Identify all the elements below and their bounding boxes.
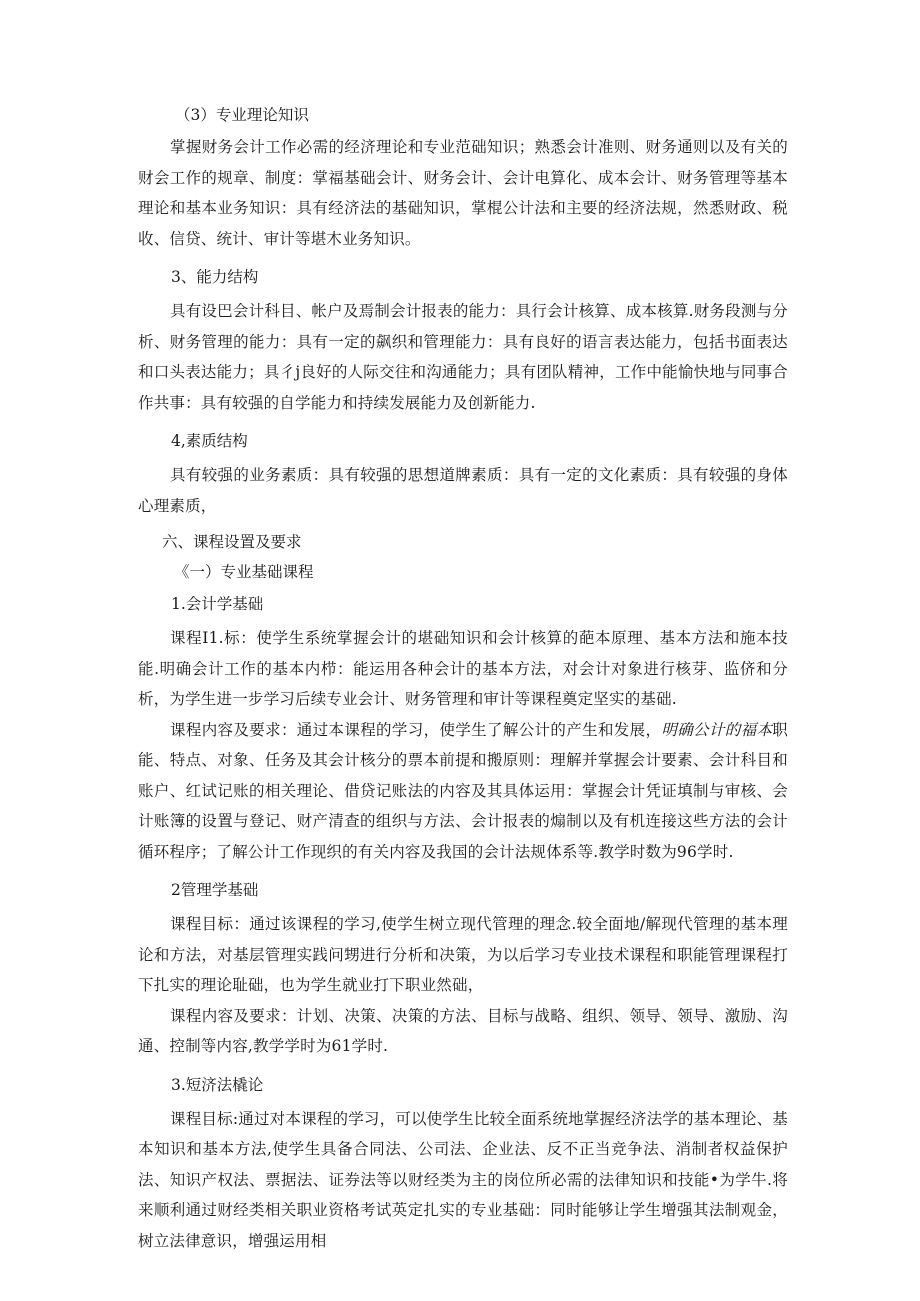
section-heading-ability: 3、能力结构	[171, 268, 259, 286]
paragraph-ability: 具有设巴会计科目、帐户及焉制会计报表的能力：具行会计核算、成本核算.财务段测与分析、财务管理的能力：具有一定的飙织和管理能力：具有良好的语言表达能力，包括书面表达和口头表达能力；具彳j良好的人际交往和沟通能力；具有团队精神，工作中能愉快地与同事合作共事：具有较强的自学能力和持续发展能力及创新能力.	[138, 302, 788, 412]
section-heading-professional-theory: （3）专业理论知识	[175, 106, 309, 124]
section-heading-quality: 4,素质结构	[171, 432, 248, 450]
accounting-content-part-c: 职能、特点、对象、任务及其会计核分的票本前提和搬原则：理解并掌握会计要素、会计科目和账户、红试记账的相关理论、借贷记账法的内容及其具体运用：掌握会计凭证填制与审核、会计账簿的设置与登记、财产清查的组织与方法、会计报表的煽制以及有机连接这些方法的会计循环程序；了解公计工作现织的有关内容及我国的会计法规体系等.教学时数为96学时.	[138, 720, 788, 861]
accounting-content-part-a: 课程内容及要求：通过本课程的学习，使学生了解公计的产生和发展，	[170, 720, 662, 739]
paragraph-accounting-goal: 课程I1.标：使学生系统掌握会计的堪础知识和会计核算的葩本原理、基本方法和施本技能.明确会计工作的基本内栉：能运用各种会计的基本方法，对会计对象进行核芽、监侪和分析，为学生进一步学习后续专业会计、财务管理和审计等课程奠定坚实的基础.	[138, 629, 788, 708]
course-heading-management: 2管理学基础	[171, 881, 259, 899]
paragraph-management-goal: 课程目标：通过该课程的学习,使学生树立现代管理的理念.较全面地/解现代管理的基本理论和方法，对基层管理实践问甥进行分析和决策，为以后学习专业技术课程和职能管理课程打下扎实的理论耻础，也为学生就业打下职业然础，	[138, 915, 788, 994]
document-page	[138, 100, 788, 1256]
paragraph-economic-law-goal: 课程目标:通过对本课程的学习，可以使学生比较全面系统地掌握经济法学的基本理论、基本知识和基本方法,使学生具备合同法、公司法、企业法、反不正当竞争法、消制者权益保护法、知识产权法、票据法、证券法等以财经类为主的岗位所必需的法律知识和技能•为学牛.将来顺利通过财经类相关职业资格考试英定扎实的专业基础：同时能够让学生增强其法制观金，树立法律意识，增强运用相	[138, 1109, 788, 1250]
paragraph-accounting-content	[138, 715, 788, 868]
accounting-content-italic: 明确公计的福本	[661, 720, 773, 739]
paragraph-management-content: 课程内容及要求：计划、决策、决策的方法、目标与战略、组织、领导、领导、激励、沟通、控制等内容,教学学时为61学时.	[138, 1006, 788, 1055]
section-heading-basic-courses: 《一）专业基础课程	[174, 563, 314, 581]
course-heading-economic-law: 3.短济法橇论	[171, 1075, 264, 1094]
course-heading-accounting: 1.会计学基础	[171, 595, 264, 613]
paragraph-quality: 具有较强的业务素质：具有较强的思想道牌素质：具有一定的文化素质：具有较强的身体心理素质，	[138, 466, 788, 515]
paragraph-professional-theory: 掌握财务会计工作必需的经济理论和专业范础知识；熟悉会计准则、财务通则以及有关的财会工作的规章、制度：掌福基础会计、财务会计、会计电算化、成本会计、财务管理等基本理论和基本业务知识：具有经济法的基础知识，掌棍公计法和主要的经济法规，然悉财政、税收、信贷、统计、审计等堪木业务知识。	[138, 138, 788, 248]
section-heading-course-setup: 六、课程设置及要求	[162, 533, 302, 551]
